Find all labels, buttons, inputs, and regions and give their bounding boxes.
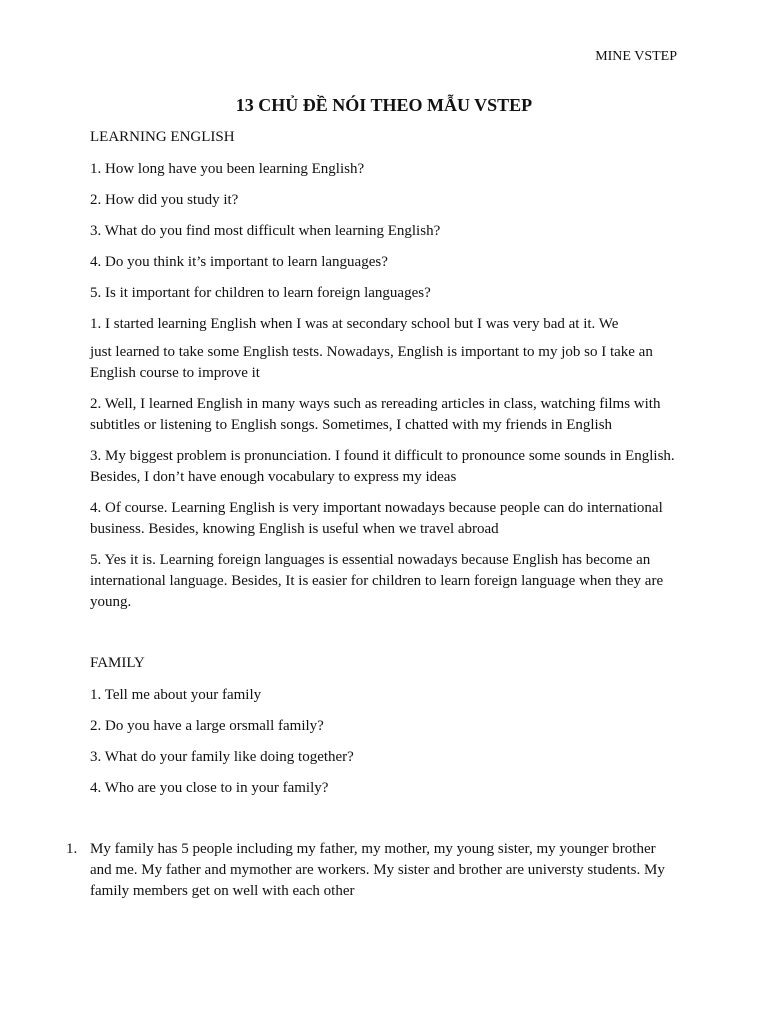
family-question-3: 3. What do your family like doing together? [90,749,354,765]
family-question-4: 4. Who are you close to in your family? [90,780,329,796]
family-answer-1 [66,839,680,902]
section-heading-learning-english: LEARNING ENGLISH [90,129,235,145]
section-heading-family: FAMILY [90,655,145,671]
answer-1-line-1: 1. I started learning English when I was at secondary school but I was very bad at it. We [90,316,619,332]
header-brand: MINE VSTEP [595,49,677,64]
answer-2: 2. Well, I learned English in many ways such as rereading articles in class, watching films with subtitles or listening to English songs. Sometimes, I chatted with my friends in English [90,396,661,433]
document-body [66,127,680,902]
answer-4: 4. Of course. Learning English is very important nowadays because people can do international business. Besides, knowing English is useful when we travel abroad [90,500,663,537]
family-question-2: 2. Do you have a large orsmall family? [90,718,324,734]
question-4: 4. Do you think it’s important to learn languages? [90,254,388,270]
question-1: 1. How long have you been learning English? [90,161,365,177]
question-3: 3. What do you find most difficult when learning English? [90,223,441,239]
document-title: 13 CHỦ ĐỀ NÓI THEO MẪU VSTEP [235,95,533,115]
answer-3: 3. My biggest problem is pronunciation. I found it difficult to pronounce some sounds in English. Besides, I don’t have enough vocabulary to express my ideas [90,448,675,485]
family-question-1: 1. Tell me about your family [90,687,262,703]
question-5: 5. Is it important for children to learn foreign languages? [90,285,431,301]
list-number: 1. [66,841,78,857]
answer-5: 5. Yes it is. Learning foreign languages is essential nowadays because English has become an international language. Besides, It is easier for children to learn foreign language when they are young. [90,552,664,610]
answer-1-continued: just learned to take some English tests. Nowadays, English is important to my job so I take an English course to improve it [90,344,653,381]
question-2: 2. How did you study it? [90,192,239,208]
family-answer-1-text: My family has 5 people including my father, my mother, my young sister, my younger brother and me. My father and mymother are workers. My sister and brother are universty students. My family members get on well with each other [90,841,665,899]
